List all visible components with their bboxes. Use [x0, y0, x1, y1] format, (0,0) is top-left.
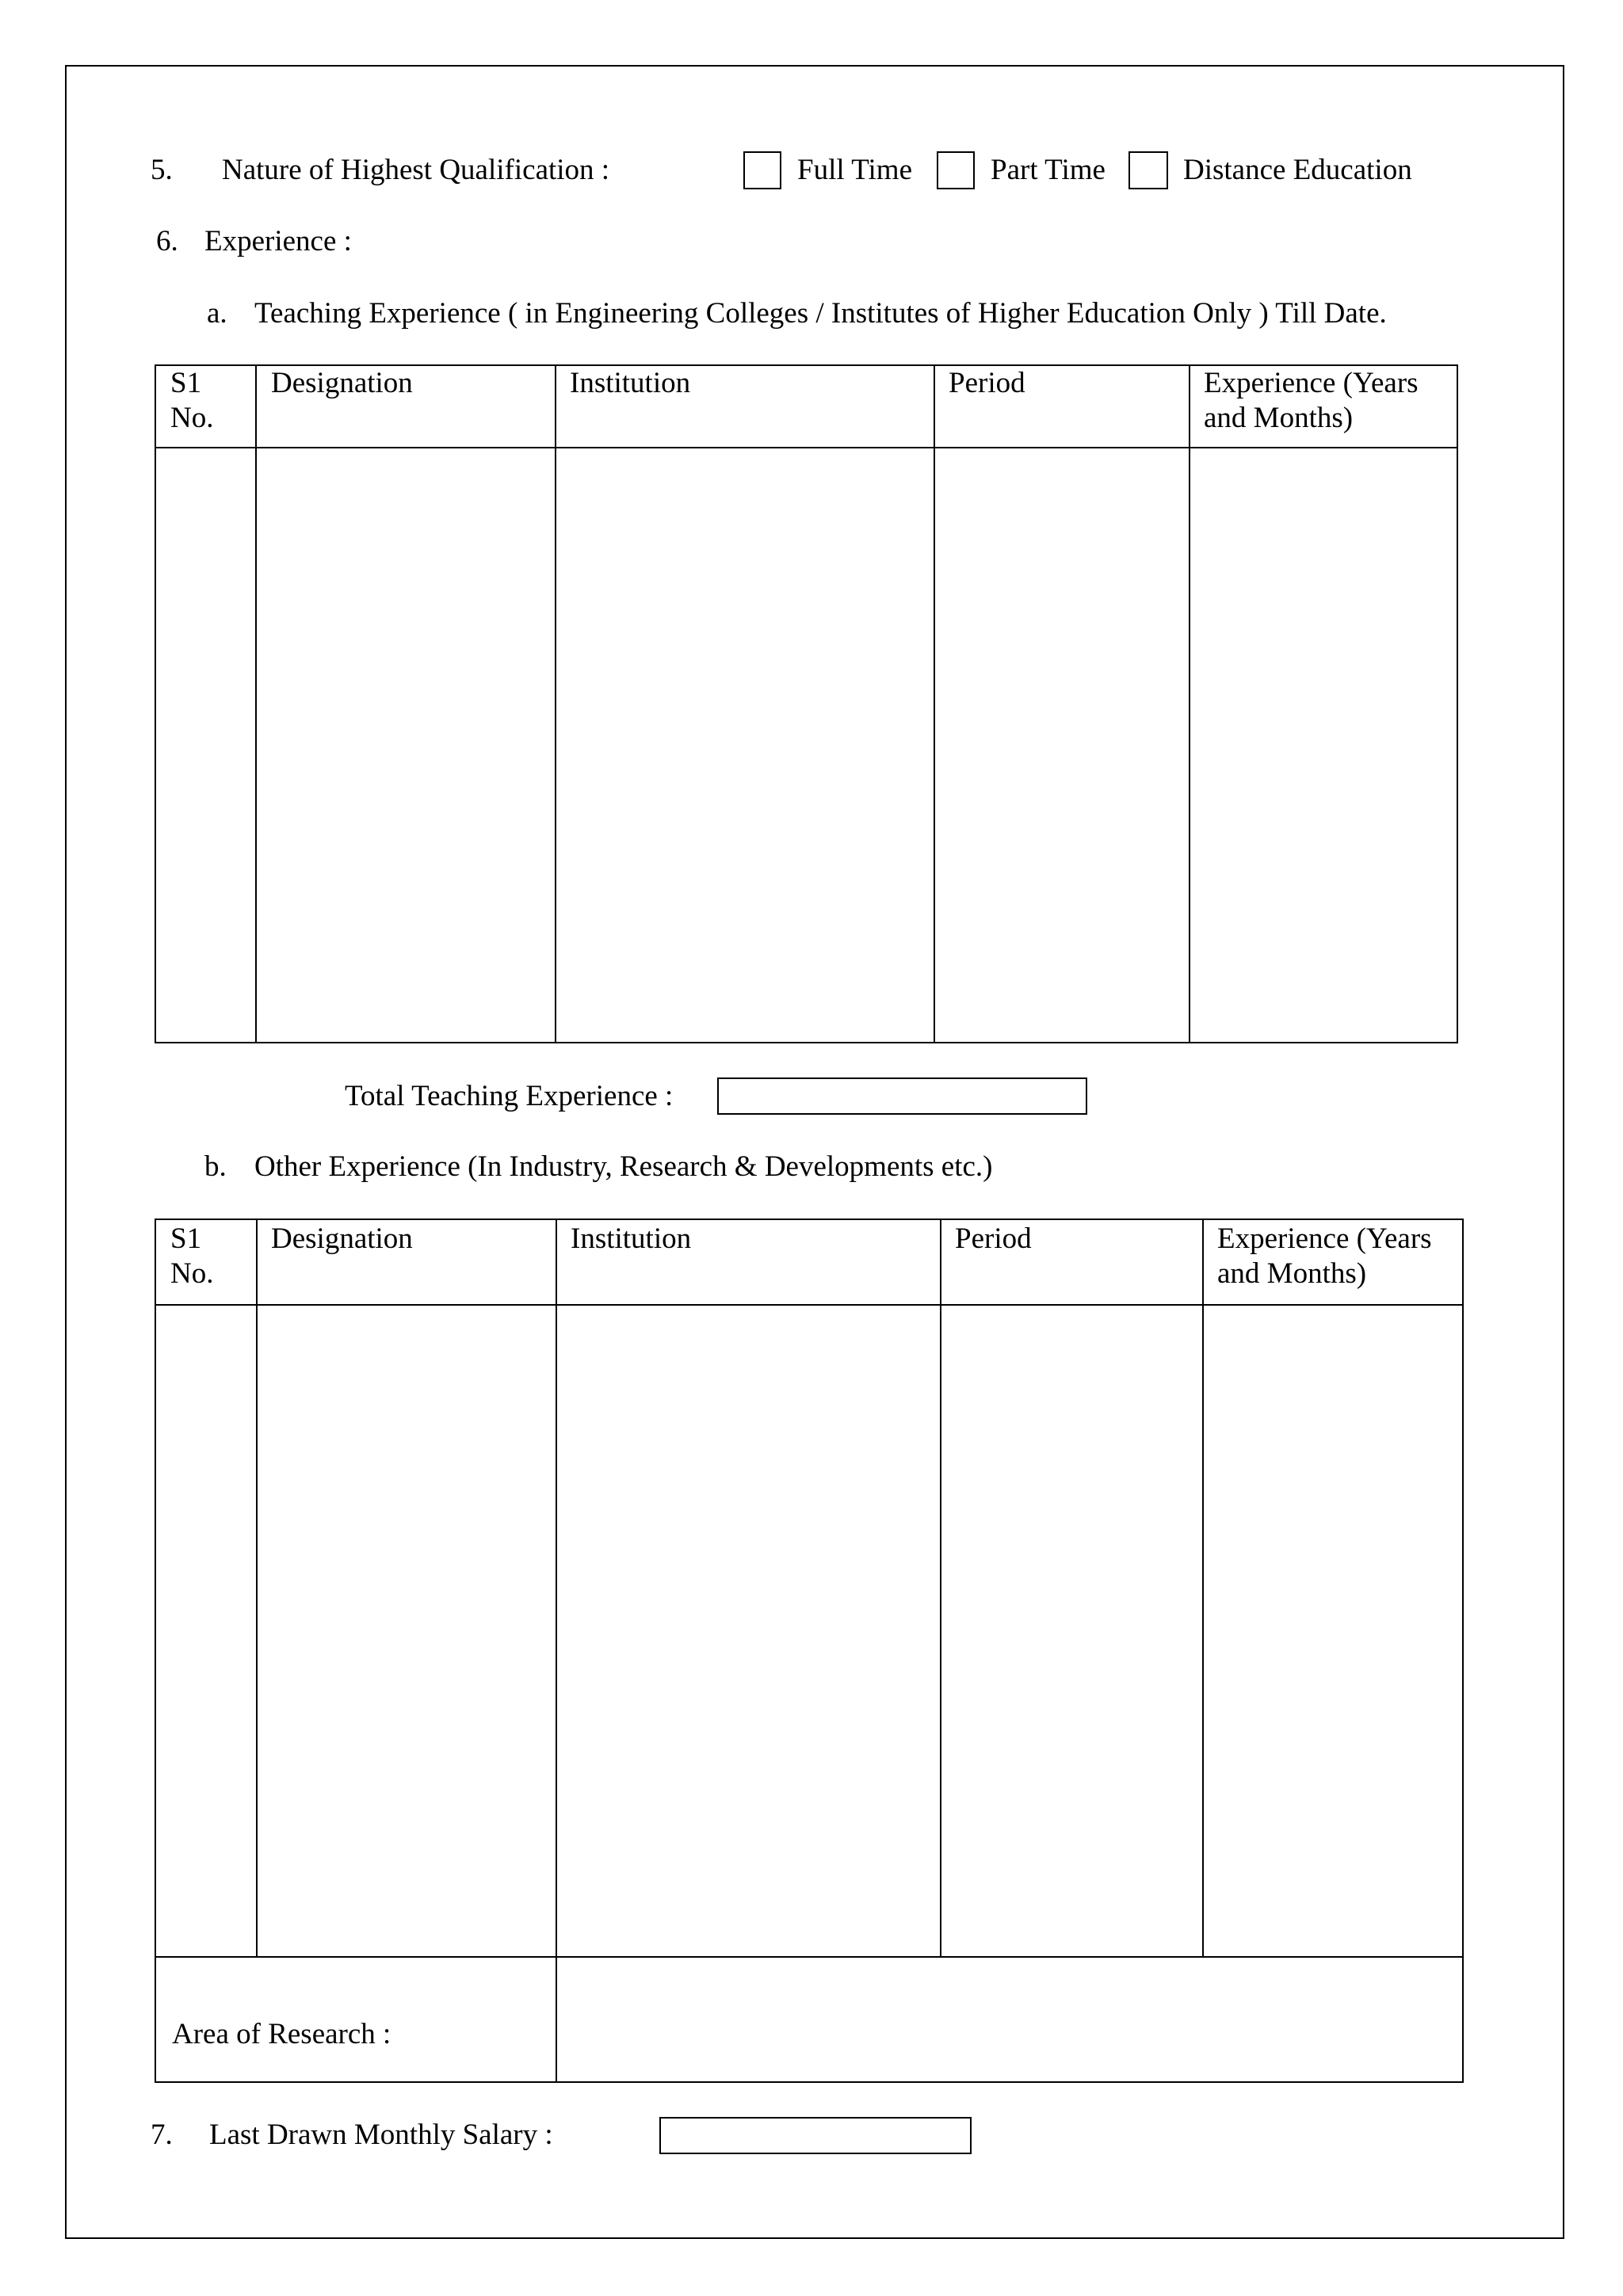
q6b-label: Other Experience (In Industry, Research & Developments etc.)	[254, 1150, 993, 1183]
other-experience-table	[155, 1219, 1464, 2083]
other-sl-cell[interactable]	[156, 1306, 256, 1956]
q7-number: 7.	[151, 2119, 173, 2151]
teaching-period-cell[interactable]	[935, 448, 1189, 1043]
q6a-marker: a.	[207, 297, 227, 330]
q6-number: 6.	[156, 225, 178, 257]
header-sl-no	[170, 366, 213, 436]
header-experience-line2: and Months)	[1204, 402, 1354, 434]
area-of-research-field[interactable]	[557, 1958, 1462, 2081]
header-sl-line1: S1	[170, 367, 202, 399]
total-teaching-label: Total Teaching Experience :	[345, 1080, 674, 1112]
header-designation: Designation	[271, 367, 413, 399]
q5-label: Nature of Highest Qualification :	[222, 154, 610, 186]
header-experience	[1217, 1222, 1432, 1291]
header-experience-line2: and Months)	[1217, 1257, 1367, 1290]
monthly-salary-field[interactable]	[659, 2117, 972, 2154]
other-institution-cell[interactable]	[557, 1306, 940, 1956]
other-period-cell[interactable]	[941, 1306, 1202, 1956]
teaching-designation-cell[interactable]	[257, 448, 555, 1043]
q7-label: Last Drawn Monthly Salary :	[209, 2119, 553, 2151]
header-sl-line2: No.	[170, 402, 214, 434]
header-sl-line2: No.	[170, 1257, 214, 1290]
full-time-label: Full Time	[797, 154, 913, 186]
header-period: Period	[949, 367, 1025, 399]
header-period: Period	[955, 1222, 1032, 1255]
header-institution: Institution	[571, 1222, 692, 1255]
header-sl-no	[170, 1222, 213, 1291]
part-time-checkbox[interactable]	[937, 151, 975, 189]
area-of-research-label: Area of Research :	[172, 2018, 391, 2050]
distance-education-label: Distance Education	[1183, 154, 1412, 186]
other-experience-cell[interactable]	[1204, 1306, 1462, 1956]
header-designation: Designation	[271, 1222, 413, 1255]
full-time-checkbox[interactable]	[743, 151, 781, 189]
part-time-label: Part Time	[991, 154, 1106, 186]
q6b-marker: b.	[204, 1150, 227, 1183]
teaching-sl-cell[interactable]	[156, 448, 255, 1043]
other-designation-cell[interactable]	[258, 1306, 556, 1956]
q5-number: 5.	[151, 154, 173, 186]
teaching-experience-cell[interactable]	[1190, 448, 1457, 1043]
header-experience-line1: Experience (Years	[1204, 367, 1419, 399]
total-teaching-field[interactable]	[717, 1077, 1087, 1115]
header-experience-line1: Experience (Years	[1217, 1222, 1432, 1255]
distance-education-checkbox[interactable]	[1128, 151, 1168, 189]
teaching-institution-cell[interactable]	[556, 448, 934, 1043]
q6a-label: Teaching Experience ( in Engineering Colleges / Institutes of Higher Education Only ) Till Date.	[254, 297, 1387, 330]
header-institution: Institution	[570, 367, 691, 399]
teaching-experience-table	[155, 364, 1458, 1043]
header-sl-line1: S1	[170, 1222, 202, 1255]
q6-label: Experience :	[204, 225, 352, 257]
header-experience	[1204, 366, 1419, 436]
